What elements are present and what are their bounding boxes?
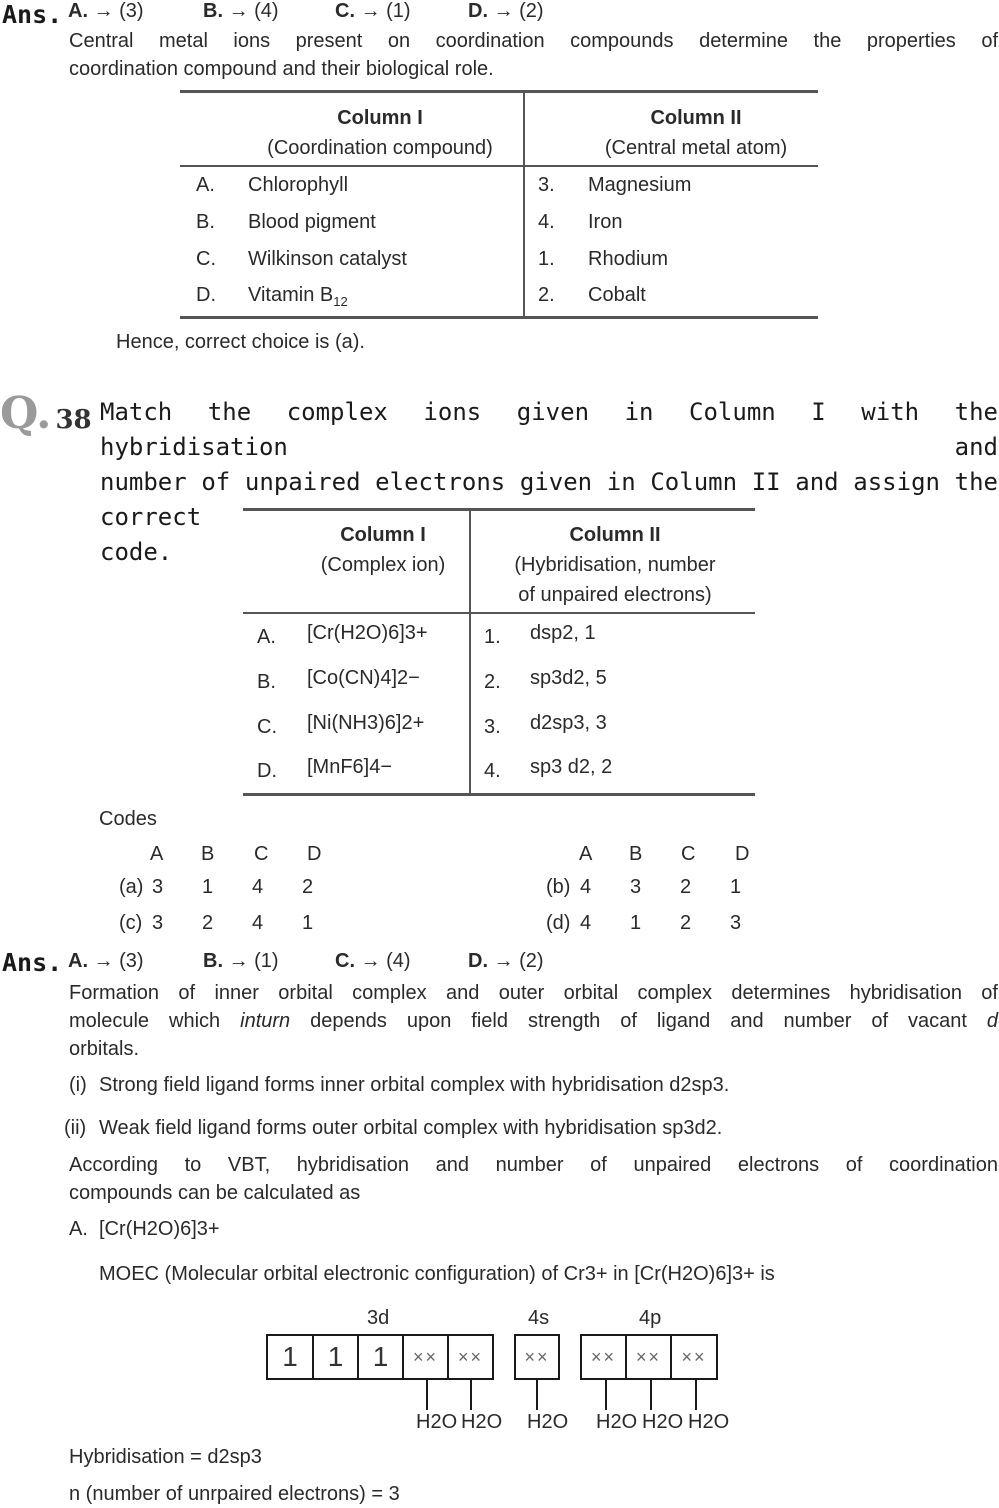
orbital-ligand-pair: ×× [404,1336,449,1378]
code-header: D [735,843,750,865]
code-value: 2 [202,912,214,934]
code-value: 2 [680,912,692,934]
complex-ion-b: [Co(CN)4]2− [307,667,420,689]
table-cell: Cobalt [588,284,646,306]
moec-text: MOEC (Molecular orbital electronic configuration) of Cr3+ in [Cr(H2O)6]3+ is [99,1263,775,1285]
orbital-ligand-pair: ×× [582,1336,627,1378]
code-header: B [629,843,643,865]
table-cell: Chlorophyll [248,174,349,196]
item-label: A. [69,1218,88,1240]
hybridisation-result: Hybridisation = d2sp3 [69,1446,262,1468]
orbital-electron: 1 [359,1336,404,1378]
table-row-letter: D. [257,760,277,782]
code-value: 1 [302,912,314,934]
orbital-box-4s [514,1334,560,1380]
answer-match-a: A. → (3) [68,950,144,972]
code-value: 3 [730,912,742,934]
complex-ion-c: [Ni(NH3)6]2+ [307,712,425,734]
ligand-label: H2O [461,1411,503,1433]
code-header: A [150,843,164,865]
code-value: 4 [580,912,592,934]
table-header-col1: Column I (Complex ion) [320,524,446,576]
orbital-ligand-pair: ×× [457,1347,484,1367]
table-cell: Vitamin $B_{12}$ [248,284,348,309]
table-cell: Rhodium [588,248,669,270]
orbital-box-3d [266,1334,494,1380]
unpaired-result: n (number of unrpaired electrons) = 3 [69,1483,400,1505]
answer-match-d: D. → (2) [468,0,544,22]
code-header: B [201,843,215,865]
answer-match-b: B. → (1) [203,950,279,972]
option-c[interactable]: (c) [119,912,143,934]
option-d[interactable]: (d) [546,912,571,934]
table-cell: Iron [588,211,623,233]
code-value: 4 [580,876,592,898]
codes-title: Codes [99,808,157,830]
point-text: Weak field ligand forms outer orbital complex with hybridisation sp3d2. [99,1117,723,1139]
code-value: 1 [730,876,742,898]
table-row-number: 4. [484,760,501,782]
ligand-label: H2O [596,1411,638,1433]
code-value: 4 [252,876,264,898]
explanation-line: Formation of inner orbital complex and outer orbital complex determines hybridisation of [69,982,998,1004]
code-value: 1 [630,912,642,934]
ligand-label: H2O [527,1411,569,1433]
table-row-number: 3. [484,716,501,738]
item-ion: [Cr(H2O)6]3+ [99,1218,220,1240]
hybridisation-option-1: dsp2, 1 [530,622,596,644]
code-value: 1 [202,876,214,898]
conclusion-text: Hence, correct choice is (a). [116,331,365,353]
code-header: D [307,843,322,865]
table-cell: Magnesium [588,174,692,196]
point-text: Strong field ligand forms inner orbital complex with hybridisation d2sp3. [99,1074,730,1096]
table-header-col2: Column II (Hybridisation, number of unpaired electrons) [514,524,716,606]
table-cell: Blood pigment [248,211,376,233]
table-row-number: 1. [538,248,555,270]
table-row-letter: A. [196,174,215,196]
explanation-line: Central metal ions present on coordination compounds determine the properties of [69,30,998,52]
answer-match-d: D. → (2) [468,950,544,972]
table-row-number: 2. [484,671,501,693]
explanation-line: orbitals. [69,1038,140,1060]
code-header: C [681,843,696,865]
code-value: 2 [680,876,692,898]
answer-label: Ans. [2,948,63,977]
ligand-label: H2O [688,1411,730,1433]
table-row-letter: B. [257,671,276,693]
question-text: Match the complex ions given in Column I with the hybridisation and number of unpaired electrons given in Column II and assign the correct code. [100,398,998,566]
code-header: C [254,843,269,865]
answer-match-c: C. → (4) [335,950,411,972]
answer-match-b: B. → (4) [203,0,279,22]
code-value: 4 [252,912,264,934]
table-row-number: 3. [538,174,555,196]
ligand-label: H2O [642,1411,684,1433]
table-cell: Wilkinson catalyst [248,248,407,270]
code-value: 3 [152,876,164,898]
code-value: 3 [152,912,164,934]
explanation-line: According to VBT, hybridisation and number of unpaired electrons of coordination [69,1154,998,1176]
table-row-number: 2. [538,284,555,306]
table-header-col2: Column II (Central metal atom) [604,107,788,159]
point-number: (ii) [64,1117,87,1139]
hybridisation-option-4: sp3 d2, 2 [530,756,613,778]
orbital-box-4p [580,1334,718,1380]
hybridisation-option-3: d2sp3, 3 [530,712,607,734]
code-header: A [579,843,593,865]
complex-ion-d: [MnF6]4− [307,756,393,778]
orbital-electron: 1 [268,1336,314,1378]
code-value: 2 [302,876,314,898]
orbital-ligand-pair: ×× [627,1336,672,1378]
table-header-col1: Column I (Coordination compound) [267,107,493,159]
option-b[interactable]: (b) [546,876,571,898]
explanation-line: coordination compound and their biological role. [69,58,494,80]
code-value: 3 [630,876,642,898]
orbital-label-3d: 3d [367,1307,390,1329]
hybridisation-option-2: sp3d2, 5 [530,667,607,689]
question-number: Q. 38 [0,388,92,439]
table-row-letter: C. [196,248,216,270]
answer-label: Ans. [2,0,63,29]
ligand-label: H2O [416,1411,458,1433]
orbital-label-4s: 4s [528,1307,550,1329]
explanation-line: compounds can be calculated as [69,1182,361,1204]
explanation-line: molecule which inturn depends upon field strength of ligand and number of vacant d [69,1010,998,1032]
complex-ion-a: [Cr(H2O)6]3+ [307,622,428,644]
orbital-ligand-pair: ×× [524,1347,550,1367]
table-row-letter: C. [257,716,277,738]
table-row-number: 1. [484,626,501,648]
table-row-letter: D. [196,284,216,306]
table-row-letter: A. [257,626,276,648]
orbital-electron: 1 [314,1336,359,1378]
orbital-label-4p: 4p [639,1307,662,1329]
answer-match-c: C. → (1) [335,0,411,22]
option-a[interactable]: (a) [119,876,144,898]
answer-match-a: A. → (3) [68,0,144,22]
orbital-ligand-pair: ×× [681,1347,707,1367]
point-number: (i) [69,1074,87,1096]
table-row-letter: B. [196,211,215,233]
table-row-number: 4. [538,211,555,233]
